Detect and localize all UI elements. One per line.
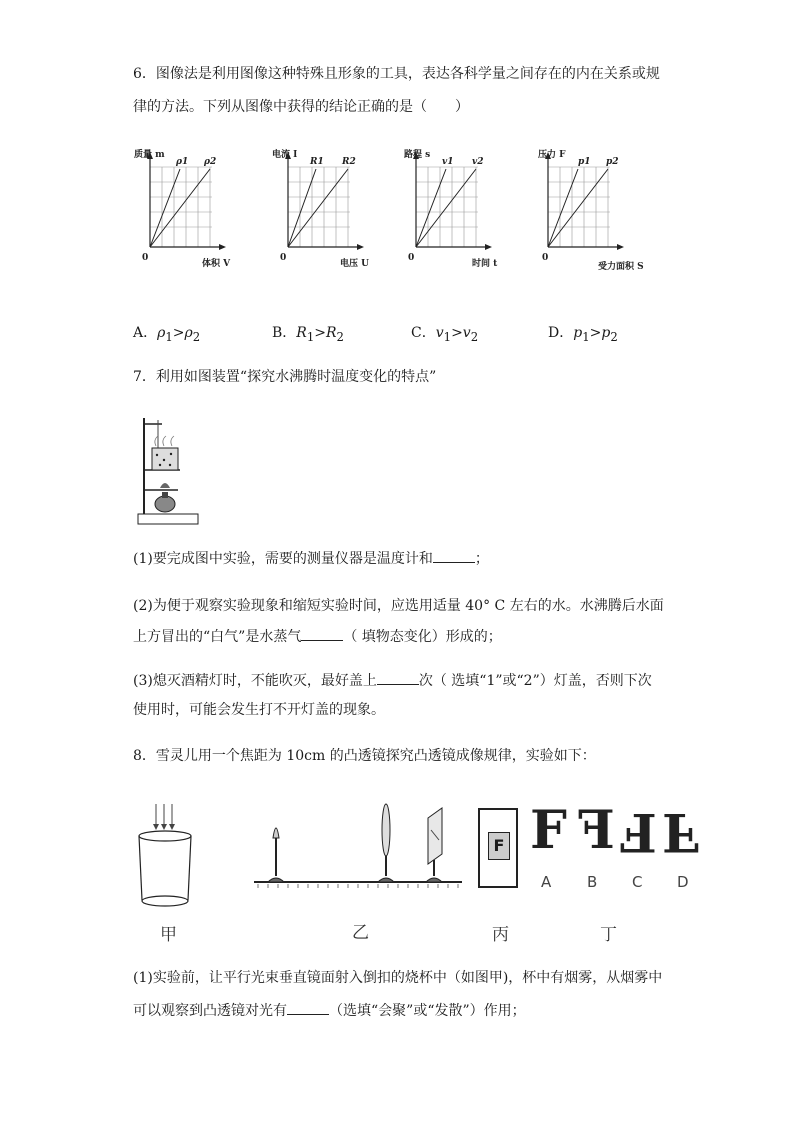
boiling-apparatus-figure — [134, 410, 200, 528]
graph3-line-a: v1 — [442, 157, 454, 167]
graph1-xlabel: 体积 V — [202, 259, 231, 269]
figure-label-yi: 乙 — [352, 923, 369, 943]
image-option-label-a: A — [541, 873, 552, 891]
q7-title: 7．利用如图装置“探究水沸腾时温度变化的特点” — [133, 369, 437, 385]
q6-option-c: C．$v_1>v_2$ — [411, 325, 479, 344]
q8-p1-line2: 可以观察到凸透镜对光有 （选填“会聚”或“发散”）作用； — [133, 1000, 526, 1021]
image-option-label-b: B — [587, 873, 598, 891]
image-option-d: F — [662, 801, 699, 862]
graph2-xlabel: 电压 U — [340, 259, 369, 269]
graph4-line-b: p2 — [606, 157, 619, 167]
image-option-b: F — [578, 800, 615, 861]
graph1-line-a: ρ1 — [176, 157, 189, 167]
image-option-a: F — [530, 800, 567, 861]
figure-label-ding: 丁 — [600, 925, 617, 945]
optical-bench-figure — [250, 800, 466, 896]
q7-p2-line1: (2)为便于观察实验现象和缩短实验时间，应选用适量 40° C 左右的水。水沸腾后水面 — [133, 598, 664, 614]
q7-p3-line2: 使用时，可能会发生打不开灯盖的现象。 — [133, 702, 385, 718]
image-option-c: F — [620, 801, 657, 862]
inverted-beaker-figure — [134, 800, 204, 912]
graph-distance-time — [394, 142, 522, 272]
graph-current-voltage — [266, 142, 394, 272]
q6-option-a: A．$\rho_1>\rho_2$ — [133, 325, 201, 344]
q6-line2: 律的方法。下列从图像中获得的结论正确的是（ ） — [133, 99, 469, 115]
graph3-xlabel: 时间 t — [472, 259, 498, 269]
q7-answer-blank-1[interactable] — [433, 548, 475, 563]
graph2-origin: 0 — [280, 253, 287, 263]
graph1-origin: 0 — [142, 253, 149, 263]
graph2-line-b: R2 — [342, 157, 356, 167]
graph2-line-a: R1 — [310, 157, 324, 167]
graph4-xlabel: 受力面积 S — [598, 262, 644, 272]
q6-option-d: D．$p_1>p_2$ — [548, 325, 618, 344]
graph3-ylabel: 路程 s — [404, 150, 431, 160]
q7-p3-line1: (3)熄灭酒精灯时，不能吹灭，最好盖上 次（ 选填“1”或“2”）灯盖，否则下次 — [133, 670, 652, 691]
graph1-ylabel: 质量 m — [134, 150, 165, 160]
graph2-ylabel: 电流 I — [272, 150, 298, 160]
graph3-line-b: v2 — [472, 157, 484, 167]
screen-letter: F — [488, 832, 510, 860]
q6-option-b: B．$R_1>R_2$ — [272, 325, 344, 344]
q8-title: 8．雪灵儿用一个焦距为 10cm 的凸透镜探究凸透镜成像规律，实验如下： — [133, 748, 596, 764]
graph1-line-b: ρ2 — [204, 157, 217, 167]
graph4-origin: 0 — [542, 253, 549, 263]
q7-answer-blank-3[interactable] — [377, 670, 419, 685]
figure-label-bing: 丙 — [492, 925, 509, 945]
graph3-origin: 0 — [408, 253, 415, 263]
q7-p2-line2: 上方冒出的“白气”是水蒸气 （ 填物态变化）形成的； — [133, 626, 502, 647]
q7-p1: (1)要完成图中实验，需要的测量仪器是温度计和 ； — [133, 548, 489, 569]
graph-mass-volume — [128, 142, 256, 272]
image-option-label-d: D — [677, 873, 689, 891]
q6-line1: 6．图像法是利用图像这种特殊且形象的工具，表达各科学量之间存在的内在关系或规 — [133, 66, 660, 82]
q7-answer-blank-2[interactable] — [301, 626, 343, 641]
image-option-label-c: C — [632, 873, 643, 891]
light-source-screen — [478, 808, 518, 888]
figure-label-jia: 甲 — [160, 925, 177, 945]
q8-p1-line1: (1)实验前，让平行光束垂直镜面射入倒扣的烧杯中（如图甲)，杯中有烟雾，从烟雾中 — [133, 970, 663, 986]
graph-force-area — [526, 142, 666, 272]
graph4-ylabel: 压力 F — [538, 150, 566, 160]
q8-answer-blank-1[interactable] — [287, 1000, 329, 1015]
graph4-line-a: p1 — [578, 157, 591, 167]
